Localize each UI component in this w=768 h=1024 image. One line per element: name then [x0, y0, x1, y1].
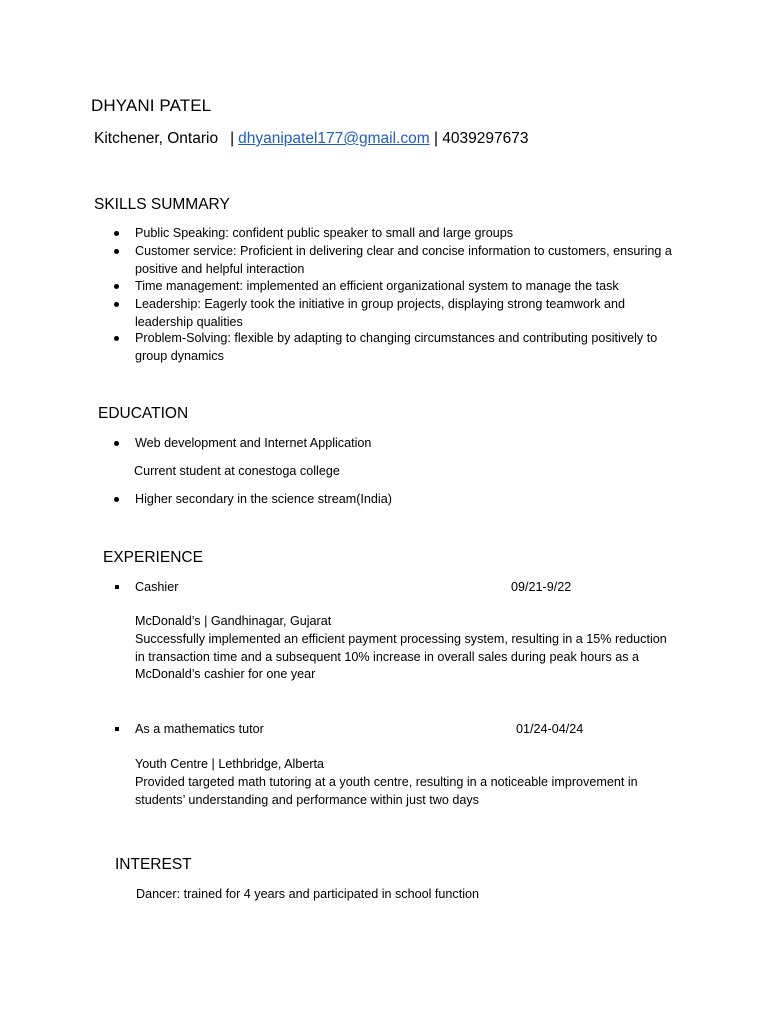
square-bullet-icon: [115, 727, 119, 731]
education-detail: Current student at conestoga college: [134, 464, 340, 478]
skill-text: Public Speaking: confident public speaker to small and large groups: [135, 226, 514, 240]
skill-text-line: group dynamics: [135, 349, 224, 363]
job-description-line: in transaction time and a subsequent 10% increase in overall sales during peak hours as a: [135, 650, 640, 664]
phone-text: 4039297673: [442, 130, 529, 147]
job-description-line: Successfully implemented an efficient payment processing system, resulting in a 15% reduction: [135, 632, 667, 646]
contact-separator-2: |: [433, 130, 438, 147]
experience-heading: EXPERIENCE: [103, 549, 203, 566]
job-dates: 01/24-04/24: [516, 722, 584, 736]
contact-separator: |: [230, 130, 235, 147]
email-link[interactable]: dhyanipatel177@gmail.com: [238, 130, 430, 147]
bullet-icon: [114, 497, 119, 502]
job-dates: 09/21-9/22: [511, 580, 572, 594]
bullet-icon: [114, 441, 119, 446]
education-title: Higher secondary in the science stream(India): [135, 492, 392, 506]
job-organization: Youth Centre | Lethbridge, Alberta: [135, 757, 325, 771]
contact-line: [94, 130, 529, 148]
job-description-line: Provided targeted math tutoring at a youth centre, resulting in a noticeable improvement in: [135, 775, 638, 789]
job-description-line: McDonald’s cashier for one year: [135, 667, 316, 681]
job-title: As a mathematics tutor: [135, 722, 264, 736]
bullet-icon: [114, 231, 119, 236]
skill-text: Time management: implemented an efficient organizational system to manage the task: [135, 279, 619, 293]
square-bullet-icon: [115, 585, 119, 589]
location-text: Kitchener, Ontario: [94, 130, 219, 147]
job-organization: McDonald’s | Gandhinagar, Gujarat: [135, 614, 332, 628]
job-title: Cashier: [135, 580, 179, 594]
bullet-icon: [114, 336, 119, 341]
bullet-icon: [114, 302, 119, 307]
skill-text-line: positive and helpful interaction: [135, 262, 305, 276]
skill-text-line: Problem-Solving: flexible by adapting to changing circumstances and contributing positively to: [135, 331, 658, 345]
candidate-name: DHYANI PATEL: [91, 96, 212, 115]
skill-text-line: leadership qualities: [135, 315, 243, 329]
interest-text: Dancer: trained for 4 years and participated in school function: [136, 887, 480, 901]
skill-text-line: Customer service: Proficient in delivering clear and concise information to customers, ensuring a: [135, 244, 672, 258]
education-title: Web development and Internet Application: [135, 436, 372, 450]
bullet-icon: [114, 284, 119, 289]
education-heading: EDUCATION: [98, 405, 189, 422]
bullet-icon: [114, 249, 119, 254]
job-description-line: students’ understanding and performance within just two days: [135, 793, 479, 807]
skills-heading: SKILLS SUMMARY: [94, 196, 230, 213]
skill-text-line: Leadership: Eagerly took the initiative in group projects, displaying strong teamwork and: [135, 297, 626, 311]
interest-heading: INTEREST: [115, 856, 192, 873]
